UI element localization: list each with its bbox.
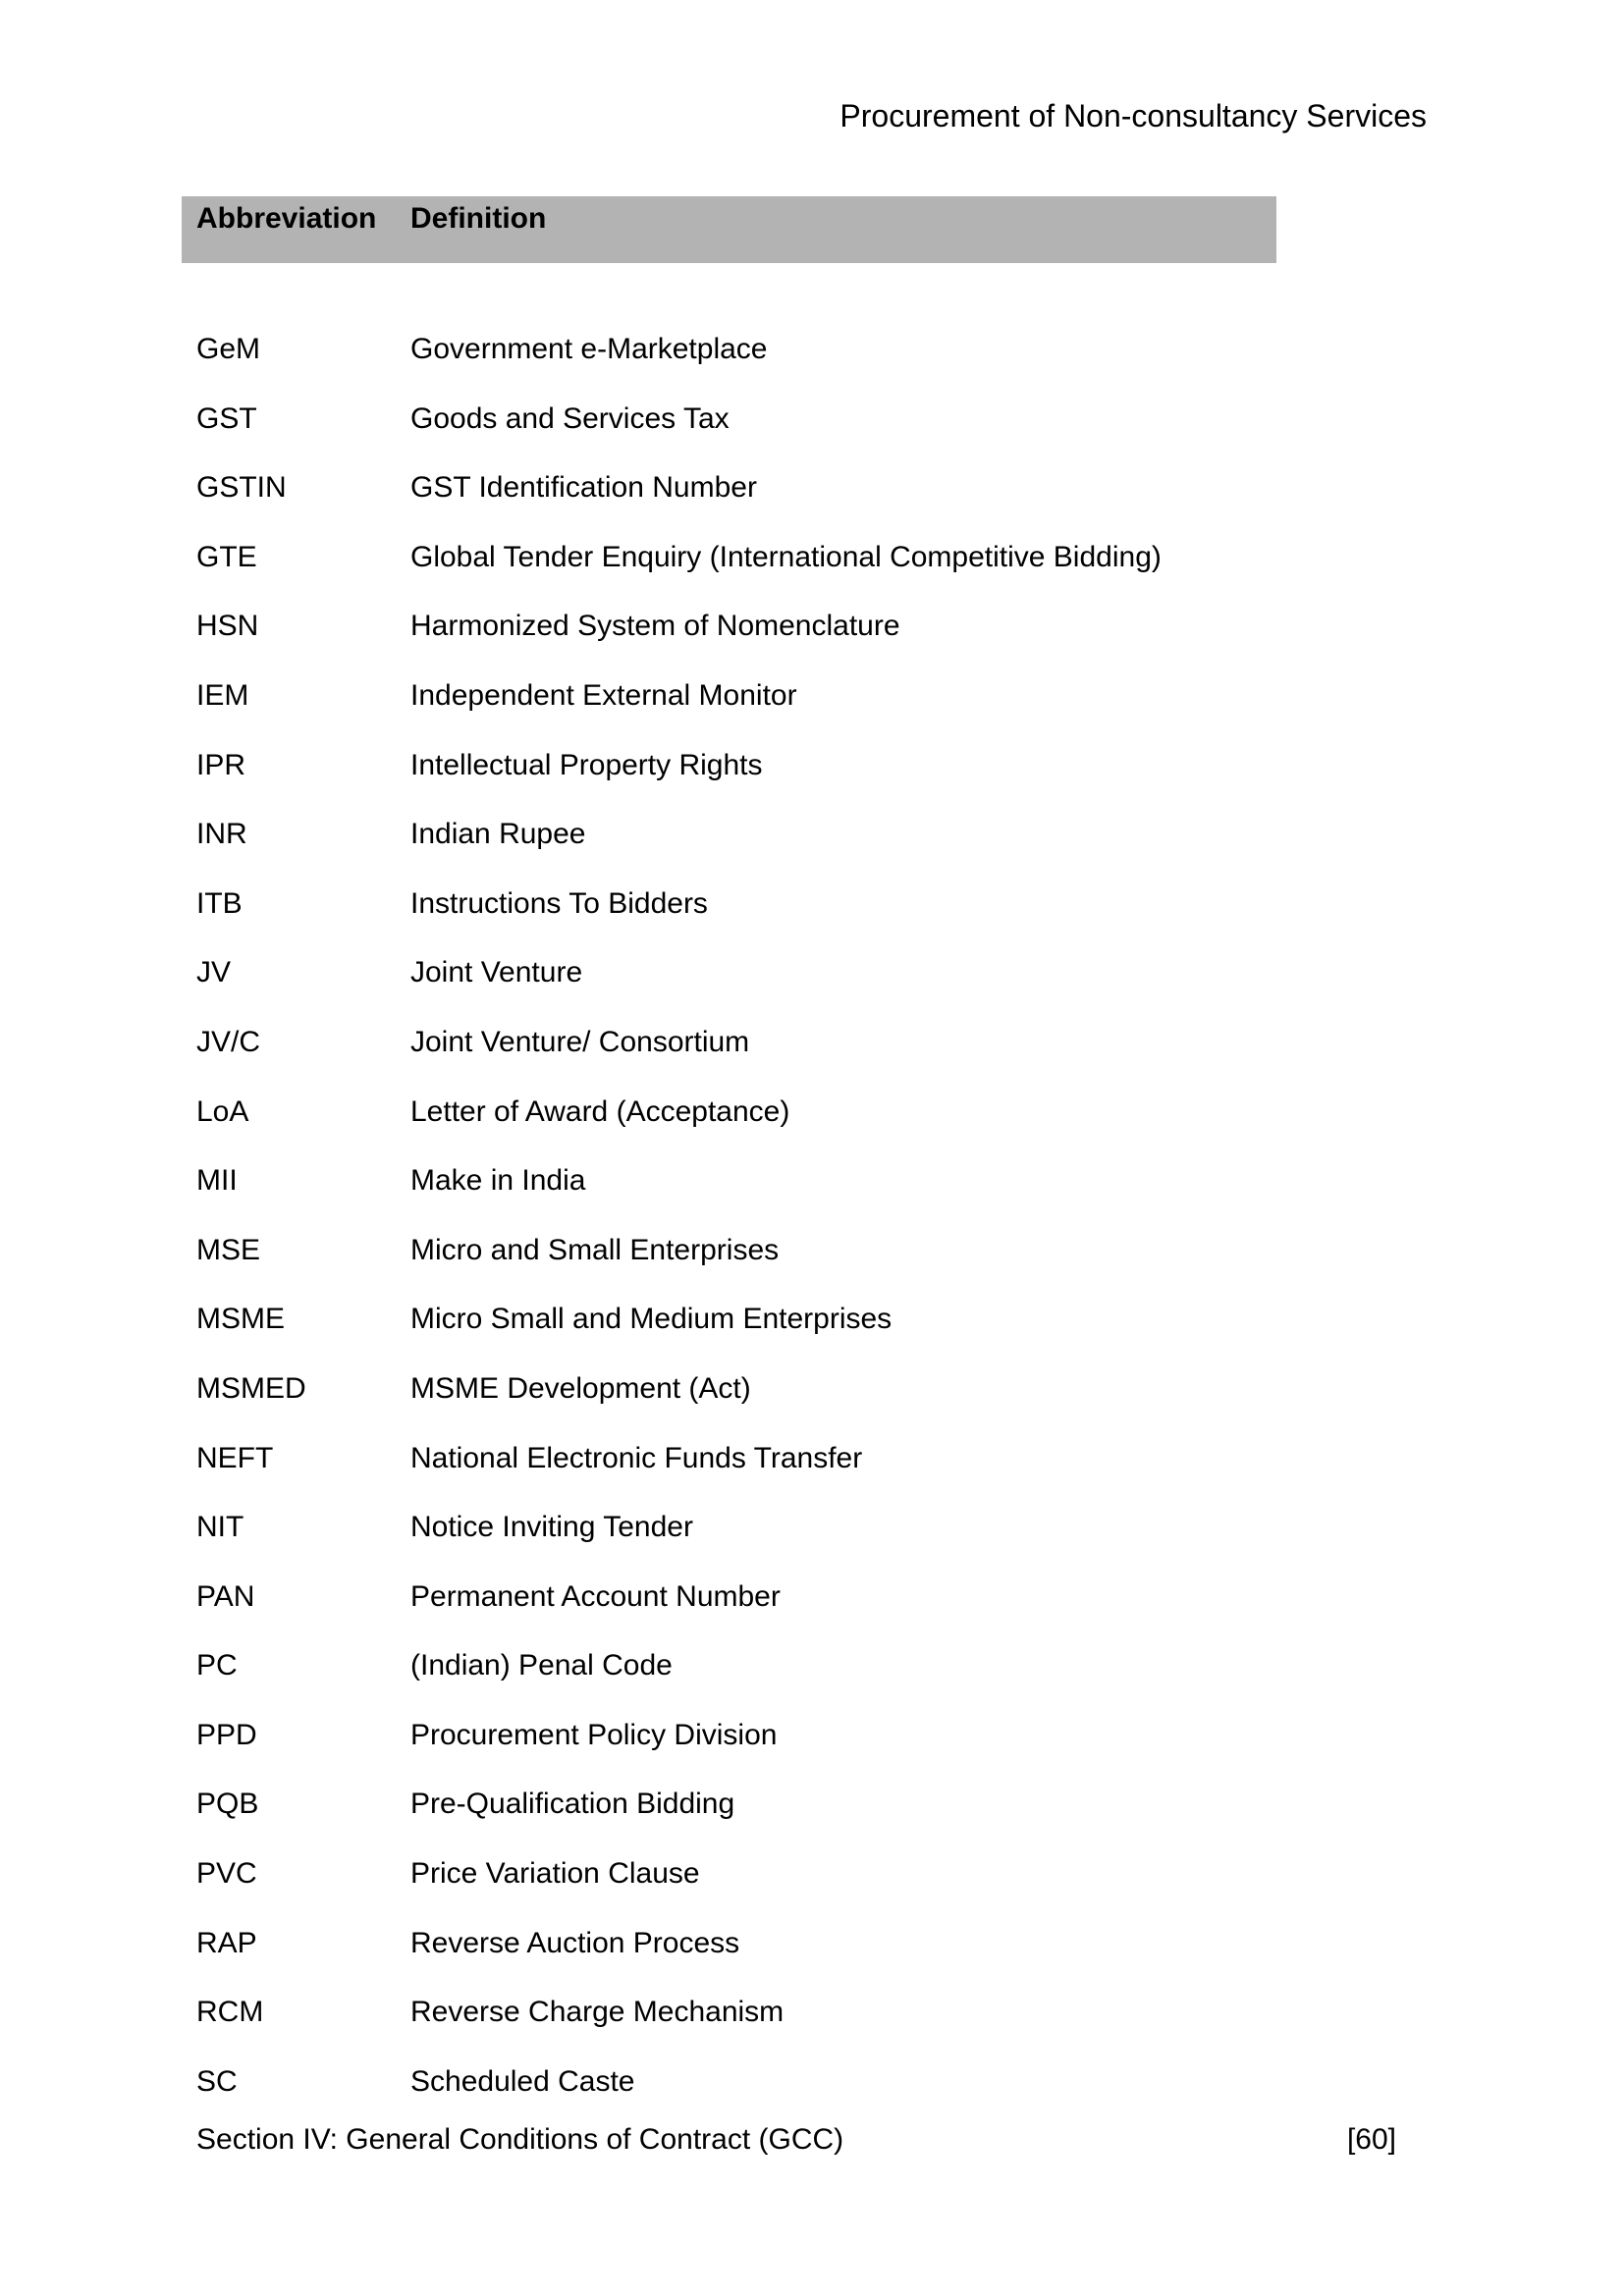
table-row (196, 1093, 1434, 1162)
abbreviation-cell: GSTIN (196, 471, 287, 505)
abbreviation-cell: JV/C (196, 1025, 261, 1058)
abbreviation-cell: ITB (196, 886, 243, 920)
definition-cell: Harmonized System of Nomenclature (410, 610, 900, 643)
definition-cell: Letter of Award (Acceptance) (410, 1095, 790, 1128)
footer-page-number: [60] (1346, 2123, 1396, 2156)
abbreviation-cell: PAN (196, 1579, 255, 1613)
definition-cell: Independent External Monitor (410, 678, 797, 712)
abbreviation-table-body (196, 330, 1434, 2131)
table-row (196, 607, 1434, 676)
definition-cell: Reverse Auction Process (410, 1926, 740, 1959)
definition-cell: Notice Inviting Tender (410, 1511, 693, 1544)
definition-cell: Pre-Qualification Bidding (410, 1788, 735, 1821)
abbreviation-cell: GeM (196, 333, 261, 365)
table-row (196, 1577, 1434, 1647)
table-row (196, 746, 1434, 816)
definition-cell: Global Tender Enquiry (International Competitive Bidding) (410, 540, 1162, 573)
abbreviation-cell: MSMED (196, 1371, 306, 1405)
table-row (196, 1231, 1434, 1301)
definition-cell: Indian Rupee (410, 818, 586, 851)
definition-cell: Government e-Marketplace (410, 333, 768, 365)
table-row (196, 1646, 1434, 1716)
table-row (196, 953, 1434, 1023)
abbreviation-cell: INR (196, 818, 247, 851)
column-header-definition: Definition (410, 202, 547, 235)
table-row (196, 1023, 1434, 1093)
abbreviation-cell: MII (196, 1164, 238, 1198)
abbreviation-cell: LoA (196, 1095, 249, 1128)
definition-cell: National Electronic Funds Transfer (410, 1441, 863, 1474)
definition-cell: Procurement Policy Division (410, 1718, 778, 1751)
table-row (196, 884, 1434, 954)
abbreviation-cell: RCM (196, 1996, 264, 2029)
table-row (196, 676, 1434, 746)
definition-cell: GST Identification Number (410, 471, 757, 505)
definition-cell: Micro and Small Enterprises (410, 1233, 780, 1266)
table-row (196, 1300, 1434, 1369)
abbreviation-cell: GST (196, 401, 257, 435)
abbreviation-cell: PPD (196, 1718, 257, 1751)
table-row (196, 1439, 1434, 1509)
abbreviation-cell: IPR (196, 748, 246, 781)
document-header-title: Procurement of Non-consultancy Services (839, 98, 1427, 133)
abbreviation-cell: SC (196, 2064, 238, 2098)
table-row (196, 1854, 1434, 1924)
abbreviation-cell: PC (196, 1649, 238, 1682)
definition-cell: Joint Venture (410, 956, 583, 989)
definition-cell: Goods and Services Tax (410, 401, 730, 435)
definition-cell: Micro Small and Medium Enterprises (410, 1303, 893, 1336)
definition-cell: Reverse Charge Mechanism (410, 1996, 785, 2029)
table-row (196, 1369, 1434, 1439)
table-row (196, 1785, 1434, 1854)
table-row (196, 1716, 1434, 1786)
abbreviation-cell: NEFT (196, 1441, 274, 1474)
definition-cell: Joint Venture/ Consortium (410, 1025, 750, 1058)
abbreviation-cell: GTE (196, 540, 257, 573)
table-row (196, 1993, 1434, 2062)
definition-cell: (Indian) Penal Code (410, 1649, 673, 1682)
table-row (196, 815, 1434, 884)
abbreviation-cell: MSE (196, 1233, 261, 1266)
definition-cell: MSME Development (Act) (410, 1371, 751, 1405)
definition-cell: Intellectual Property Rights (410, 748, 763, 781)
abbreviation-cell: RAP (196, 1926, 257, 1959)
definition-cell: Make in India (410, 1164, 586, 1198)
table-header-row (182, 196, 1276, 263)
abbreviation-cell: IEM (196, 678, 249, 712)
table-row (196, 1161, 1434, 1231)
definition-cell: Scheduled Caste (410, 2064, 635, 2098)
abbreviation-cell: JV (196, 956, 232, 989)
column-header-abbreviation: Abbreviation (196, 202, 377, 235)
table-row (196, 1508, 1434, 1577)
abbreviation-cell: PVC (196, 1857, 257, 1891)
table-row (196, 400, 1434, 469)
abbreviation-cell: HSN (196, 610, 259, 643)
abbreviation-cell: PQB (196, 1788, 259, 1821)
definition-cell: Price Variation Clause (410, 1857, 700, 1891)
abbreviation-cell: MSME (196, 1303, 285, 1336)
table-row (196, 538, 1434, 608)
table-row (196, 330, 1434, 400)
abbreviation-cell: NIT (196, 1511, 244, 1544)
table-row (196, 468, 1434, 538)
definition-cell: Instructions To Bidders (410, 886, 708, 920)
definition-cell: Permanent Account Number (410, 1579, 781, 1613)
footer-section-label: Section IV: General Conditions of Contract (GCC) (196, 2123, 844, 2156)
table-row (196, 1924, 1434, 1994)
